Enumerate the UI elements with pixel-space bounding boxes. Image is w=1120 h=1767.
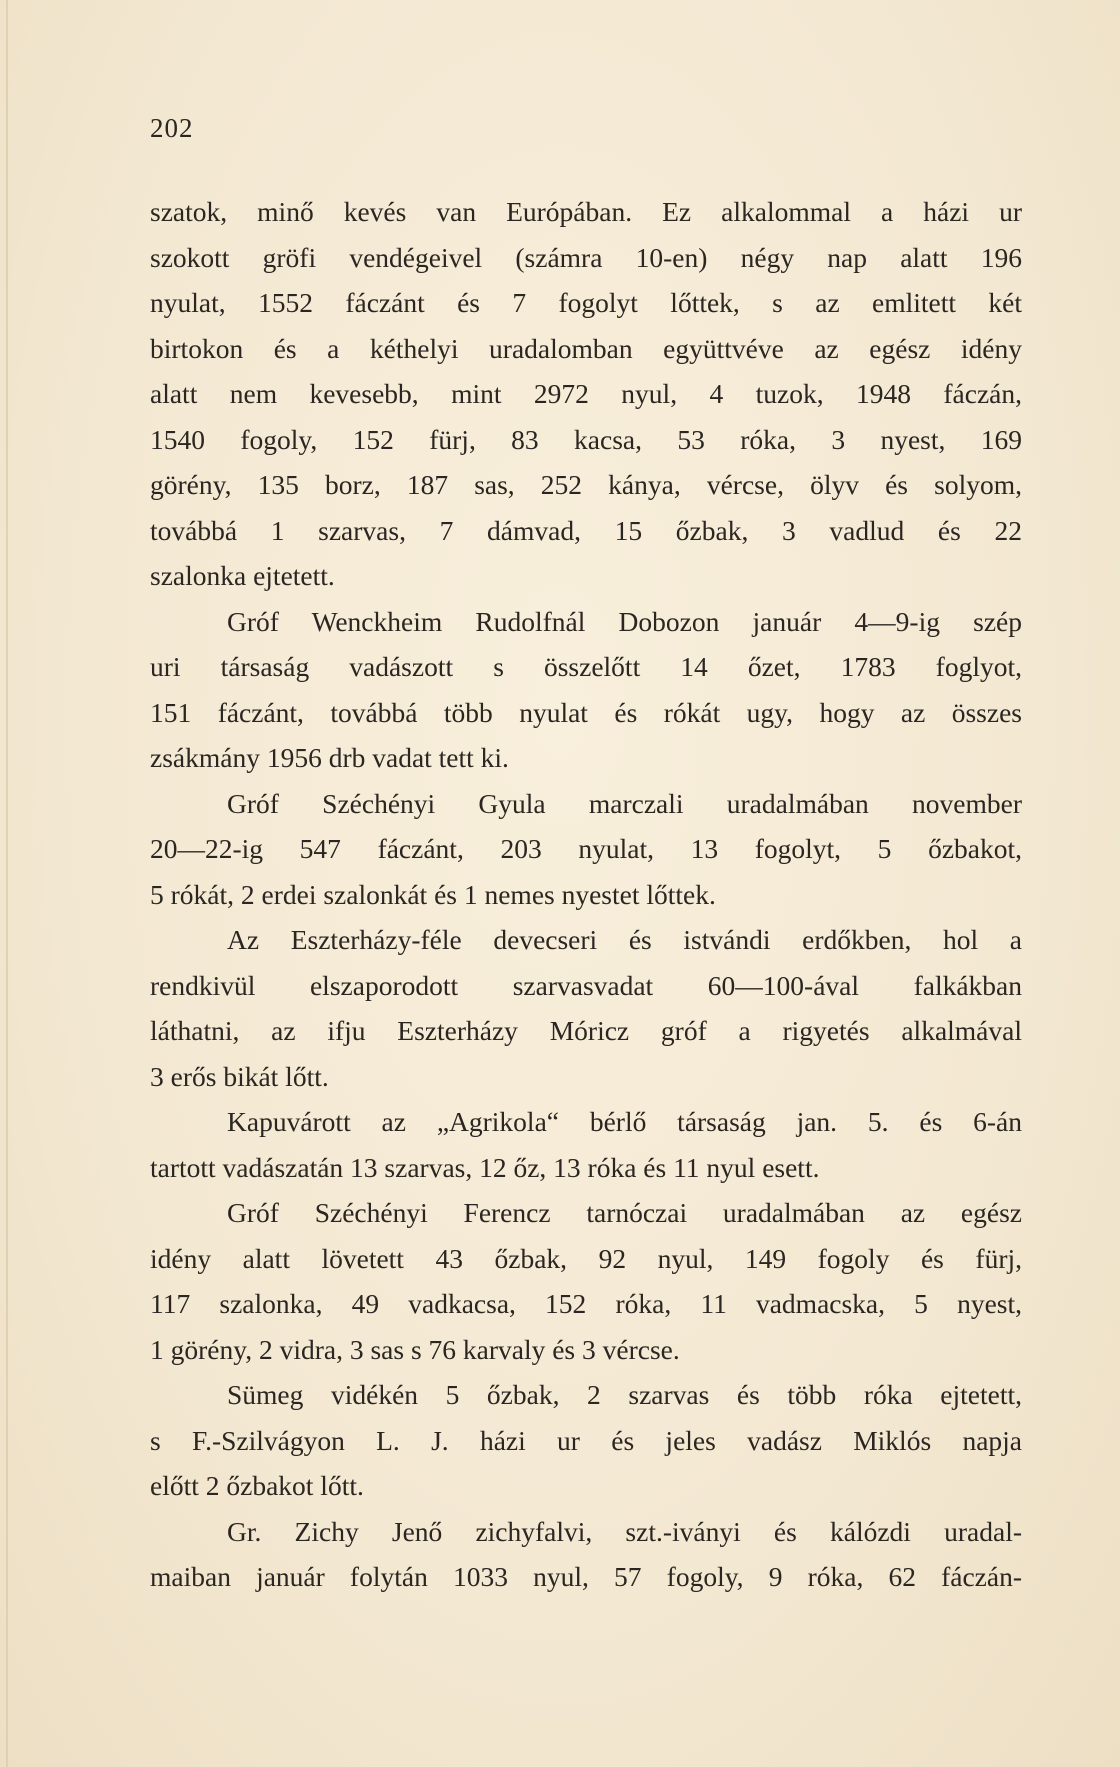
text-line: Gróf Széchényi Gyula marczali uradalmában november: [227, 787, 1022, 819]
text-line: 151 fáczánt, továbbá több nyulat és rókát ugy, hogy az összes: [150, 696, 1022, 728]
body-text: [150, 189, 1022, 1600]
page-number: 202: [150, 113, 194, 143]
text-line: 1 görény, 2 vidra, 3 sas s 76 karvaly és 3 vércse.: [150, 1333, 680, 1365]
text-line: 3 erős bikát lőtt.: [150, 1060, 329, 1092]
text-line: s F.-Szilvágyon L. J. házi ur és jeles vadász Miklós napja: [150, 1424, 1022, 1456]
text-line: 1540 fogoly, 152 fürj, 83 kacsa, 53 róka, 3 nyest, 169: [150, 423, 1022, 455]
text-line: maiban január folytán 1033 nyul, 57 fogoly, 9 róka, 62 fáczán-: [150, 1561, 1022, 1592]
text-line: szatok, minő kevés van Európában. Ez alkalommal a házi ur: [150, 196, 1022, 227]
text-line: idény alatt lövetett 43 őzbak, 92 nyul, 149 fogoly és fürj,: [150, 1242, 1022, 1274]
page-edge: [6, 0, 8, 1767]
text-line: Gróf Wenckheim Rudolfnál Dobozon január 4—9-ig szép: [227, 605, 1022, 637]
text-line: 5 rókát, 2 erdei szalonkát és 1 nemes nyestet lőttek.: [150, 878, 716, 910]
text-line: 20—22-ig 547 fáczánt, 203 nyulat, 13 fogolyt, 5 őzbakot,: [150, 833, 1022, 864]
text-line: Sümeg vidékén 5 őzbak, 2 szarvas és több róka ejtetett,: [227, 1379, 1022, 1410]
text-line: előtt 2 őzbakot lőtt.: [150, 1470, 364, 1501]
text-line: 117 szalonka, 49 vadkacsa, 152 róka, 11 vadmacska, 5 nyest,: [150, 1288, 1022, 1319]
text-line: szalonka ejtetett.: [150, 560, 335, 591]
text-line: uri társaság vadászott s összelőtt 14 őzet, 1783 foglyot,: [150, 651, 1022, 682]
text-line: nyulat, 1552 fáczánt és 7 fogolyt lőttek, s az emlitett két: [150, 287, 1022, 318]
text-line: tartott vadászatán 13 szarvas, 12 őz, 13 róka és 11 nyul esett.: [150, 1151, 820, 1183]
text-line: Az Eszterházy-féle devecseri és istvándi erdőkben, hol a: [227, 924, 1022, 955]
text-line: zsákmány 1956 drb vadat tett ki.: [150, 742, 509, 773]
text-line: Kapuvárott az „Agrikola“ bérlő társaság jan. 5. és 6-án: [227, 1106, 1022, 1137]
text-line: rendkivül elszaporodott szarvasvadat 60—100-ával falkákban: [150, 969, 1022, 1001]
text-line: Gróf Széchényi Ferencz tarnóczai uradalmában az egész: [227, 1197, 1022, 1228]
text-line: szokott gröfi vendégeivel (számra 10-en) négy nap alatt 196: [150, 241, 1022, 273]
text-line: továbbá 1 szarvas, 7 dámvad, 15 őzbak, 3 vadlud és 22: [150, 514, 1022, 546]
text-line: láthatni, az ifju Eszterházy Móricz gróf a rigyetés alkalmával: [150, 1015, 1022, 1046]
text-line: alatt nem kevesebb, mint 2972 nyul, 4 tuzok, 1948 fáczán,: [150, 378, 1022, 409]
text-line: görény, 135 borz, 187 sas, 252 kánya, vércse, ölyv és solyom,: [150, 469, 1022, 500]
text-line: birtokon és a kéthelyi uradalomban együttvéve az egész idény: [150, 332, 1022, 364]
text-line: Gr. Zichy Jenő zichyfalvi, szt.-iványi és kálózdi uradal-: [227, 1515, 1022, 1547]
